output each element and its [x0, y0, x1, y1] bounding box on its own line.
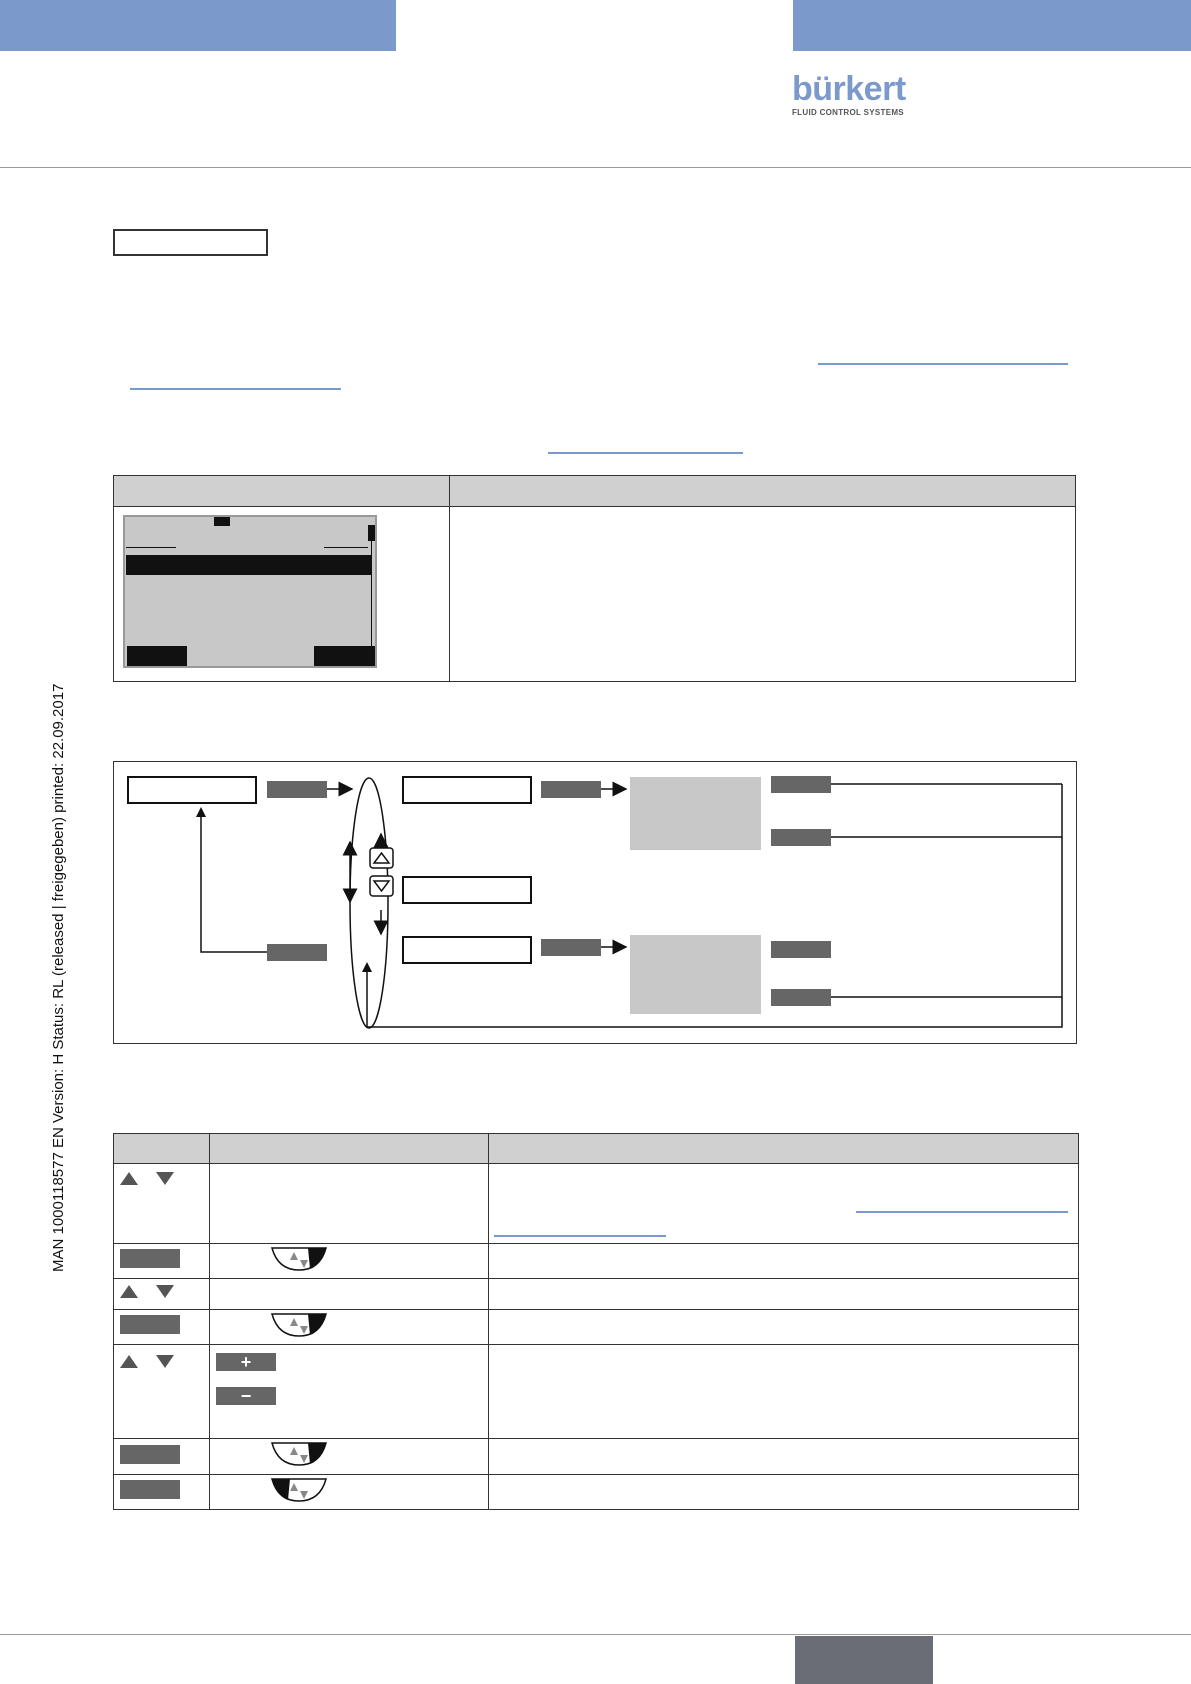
display-softkey-left [127, 646, 187, 666]
logo-tagline: FLUID CONTROL SYSTEMS [792, 108, 904, 117]
submenu-softkey-2a [771, 941, 831, 958]
operation-steps-table [113, 1133, 1079, 1510]
cross-reference-link-continued[interactable] [130, 388, 341, 390]
key-cell [114, 1244, 210, 1279]
table-row [114, 1244, 1079, 1279]
navigation-flow-diagram [113, 761, 1077, 1044]
submenu-box-1 [630, 777, 761, 850]
plus-softkey: + [216, 1353, 276, 1371]
cross-reference-link[interactable] [818, 363, 1068, 365]
key-cell [114, 1439, 210, 1475]
table-row [114, 1310, 1079, 1345]
display-description-cell [450, 507, 1076, 682]
navigation-knob-icon [270, 1477, 328, 1503]
document-status-note: MAN 1000118577 EN Version: H Status: RL (released | freigegeben) printed: 22.09.2017 [50, 683, 67, 1272]
display-title-line-left [126, 547, 176, 548]
section-heading-box [113, 229, 268, 256]
down-triangle-icon [156, 1285, 174, 1298]
up-triangle-icon [120, 1285, 138, 1298]
display-softkey-right [314, 646, 375, 666]
footer-rule [0, 1634, 1191, 1635]
display-table-header-description [450, 476, 1076, 507]
display-table-header-display [114, 476, 450, 507]
navigation-knob-icon [270, 1246, 328, 1272]
header-band-right [793, 0, 1191, 51]
header-band-left [0, 0, 396, 51]
display-selected-row [126, 555, 371, 575]
table-row [114, 1475, 1079, 1510]
scroll-up-icon [370, 848, 393, 868]
minus-softkey: − [216, 1387, 276, 1405]
softkey-icon [120, 1249, 180, 1268]
action-cell [210, 1439, 489, 1475]
result-cell [489, 1310, 1079, 1345]
action-cell [210, 1164, 489, 1244]
softkey-icon [120, 1480, 180, 1499]
down-triangle-icon [156, 1172, 174, 1185]
display-title-line-right [324, 547, 368, 548]
display-scrollbar-thumb [368, 525, 375, 541]
navigation-knob-icon [270, 1312, 328, 1338]
scroll-down-icon [370, 876, 393, 896]
display-scrollbar-track [371, 541, 372, 651]
result-cell [489, 1439, 1079, 1475]
steps-header-result [489, 1134, 1079, 1164]
brand-logo [792, 72, 922, 117]
page-number-box [795, 1636, 933, 1684]
select-softkey-2 [541, 939, 601, 956]
logo-wordmark: bürkert [792, 70, 906, 108]
action-cell [210, 1475, 489, 1510]
menu-scroll-loop [350, 778, 388, 1028]
enter-softkey [267, 781, 327, 798]
device-display-screen [123, 515, 377, 668]
action-cell [210, 1244, 489, 1279]
result-cell [489, 1244, 1079, 1279]
navigation-knob-icon [270, 1441, 328, 1467]
action-cell [210, 1345, 489, 1439]
figure-reference-link[interactable] [548, 452, 743, 454]
up-triangle-icon [120, 1172, 138, 1185]
display-title-marker [214, 517, 230, 526]
row-cross-reference-link[interactable] [856, 1211, 1068, 1213]
result-cell [489, 1475, 1079, 1510]
up-triangle-icon [120, 1355, 138, 1368]
display-description-table [113, 475, 1076, 682]
action-cell [210, 1310, 489, 1345]
result-cell [489, 1345, 1079, 1439]
submenu-softkey-1b [771, 829, 831, 846]
table-row [114, 1164, 1079, 1244]
row-cross-reference-link-continued[interactable] [494, 1235, 666, 1237]
menu-item-box-1 [403, 777, 531, 803]
key-cell [114, 1475, 210, 1510]
key-cell [114, 1310, 210, 1345]
flow-diagram-svg [114, 762, 1076, 1043]
menu-item-box-3 [403, 937, 531, 963]
submenu-box-2 [630, 935, 761, 1014]
back-softkey [267, 944, 327, 961]
submenu-softkey-2b [771, 989, 831, 1006]
table-row [114, 1345, 1079, 1439]
down-triangle-icon [156, 1355, 174, 1368]
table-row [114, 1439, 1079, 1475]
action-cell [210, 1279, 489, 1310]
result-cell [489, 1279, 1079, 1310]
key-cell [114, 1345, 210, 1439]
header-rule [0, 167, 1191, 168]
result-cell [489, 1164, 1079, 1244]
steps-header-action [210, 1134, 489, 1164]
table-row [114, 1279, 1079, 1310]
select-softkey-1 [541, 781, 601, 798]
key-cell [114, 1164, 210, 1244]
menu-start-box [128, 777, 256, 803]
softkey-icon [120, 1445, 180, 1464]
submenu-softkey-1a [771, 776, 831, 793]
menu-item-box-2 [403, 877, 531, 903]
display-preview-cell [114, 507, 450, 682]
steps-header-key [114, 1134, 210, 1164]
key-cell [114, 1279, 210, 1310]
softkey-icon [120, 1315, 180, 1334]
